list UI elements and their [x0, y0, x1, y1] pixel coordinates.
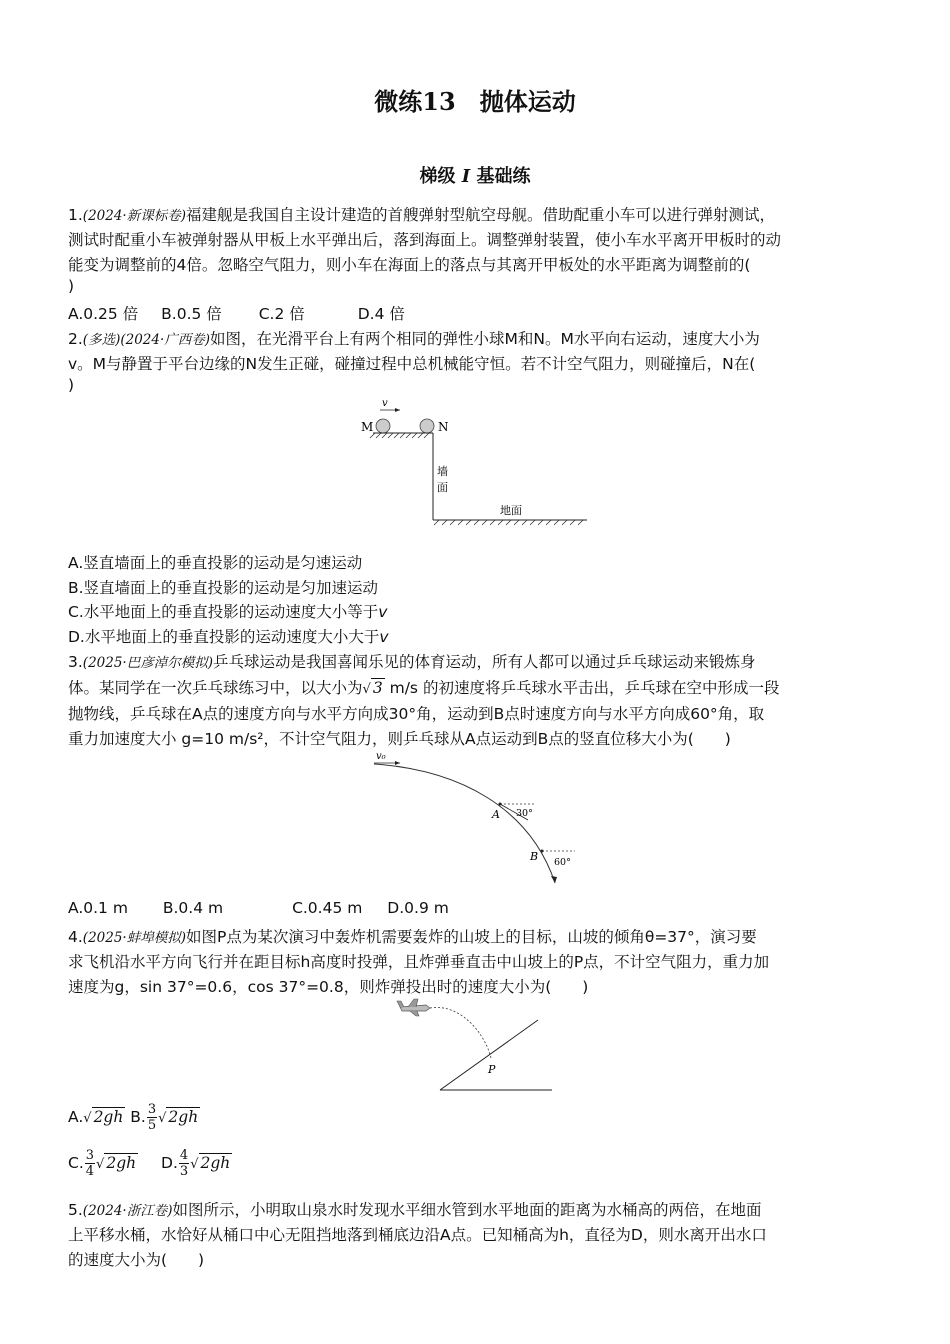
- q2-tag: (多选): [82, 332, 121, 348]
- q4-option-c-sqrt: √ 2gh: [96, 1154, 137, 1172]
- q2-text-1: 如图，在光滑平台上有两个相同的弹性小球M和N。M水平向右运动，速度大小为: [210, 330, 760, 348]
- bomb-trajectory: [430, 1007, 491, 1058]
- q2-option-c-var: v: [378, 603, 388, 621]
- q3-sqrt: √ 3: [362, 679, 383, 697]
- q4-option-c-radicand: 2gh: [106, 1154, 137, 1172]
- ball-n: [420, 419, 434, 433]
- q4-option-b[interactable]: [130, 1102, 200, 1133]
- q4-option-c-label: C.: [68, 1154, 84, 1172]
- q4-option-d-sqrt: √ 2gh: [190, 1154, 231, 1172]
- q1-text-1: 福建舰是我国自主设计建造的首艘弹射型航空母舰。借助配重小车可以进行弹射测试，: [185, 206, 775, 224]
- slope-line: [440, 1020, 538, 1090]
- q5-line-1: [68, 1198, 762, 1220]
- q2-option-d-var: v: [379, 628, 389, 646]
- q5-line-2: 上平移水桶，水恰好从桶口中心无阻挡地落到桶底边沿A点。已知桶高为h，直径为D，则水离开出水口: [68, 1226, 767, 1244]
- q3-number: 3.: [68, 653, 83, 671]
- q2-option-d-text: D.水平地面上的垂直投影的运动速度大小大于: [68, 628, 380, 646]
- platform-hatch: [370, 433, 429, 438]
- q3-figure: [370, 748, 590, 888]
- q2-source: (2024·广西卷): [120, 332, 211, 348]
- q4-options-row-2: [68, 1148, 232, 1179]
- q4-option-d-num: 4: [179, 1148, 189, 1163]
- q3-option-b[interactable]: B.0.4 m: [162, 899, 224, 917]
- point-b-label: B: [530, 850, 539, 863]
- q2-option-b[interactable]: B.竖直墙面上的垂直投影的运动是匀加速运动: [68, 579, 379, 597]
- q5-number: 5.: [68, 1201, 83, 1219]
- q1-line-2: 测试时配重小车被弹射器从甲板上水平弹出后，落到海面上。调整弹射装置，使小车水平离开甲板时的动: [68, 231, 782, 249]
- q1-line-3: 能变为调整前的4倍。忽略空气阻力，则小车在海面上的落点与其离开甲板处的水平距离为调整前的(: [68, 256, 751, 274]
- section-heading: [0, 162, 950, 188]
- q1-source: (2024·新课标卷): [82, 208, 186, 224]
- q5-line-3: 的速度大小为( ): [68, 1251, 205, 1269]
- ball-m: [376, 419, 390, 433]
- q2-line-2: v。M与静置于平台边缘的N发生正碰，碰撞过程中总机械能守恒。若不计空气阻力，则碰撞后，N在(: [68, 355, 756, 373]
- q3-text-2a: 体。某同学在一次乒乓球练习中，以大小为: [68, 679, 363, 697]
- q1-option-d[interactable]: D.4 倍: [357, 305, 405, 323]
- point-a-label: A: [492, 808, 500, 821]
- q4-option-c[interactable]: [68, 1148, 138, 1179]
- q2-option-d[interactable]: [68, 625, 389, 647]
- q4-option-a-sqrt: √ 2gh: [83, 1108, 124, 1126]
- angle-a-label: 30°: [516, 808, 533, 819]
- q4-option-d-label: D.: [161, 1154, 178, 1172]
- angle-b-label: 60°: [554, 857, 571, 868]
- velocity-arrowhead: [395, 408, 400, 412]
- q3-options: [68, 899, 449, 917]
- v0-arrowhead: [395, 761, 400, 765]
- q4-line-2: 求飞机沿水平方向飞行并在距目标h高度时投弹，且炸弹垂直击中山坡上的P点，不计空气阻力，重力加: [68, 953, 770, 971]
- q4-line-1: [68, 925, 757, 947]
- q2-option-c-text: C.水平地面上的垂直投影的运动速度大小等于: [68, 603, 379, 621]
- q4-text-1: 如图P点为某次演习中轰炸机需要轰炸的山坡上的目标，山坡的倾角θ=37°，演习要: [185, 928, 757, 946]
- ball-n-label: N: [438, 420, 449, 434]
- q2-number: 2.: [68, 330, 83, 348]
- q4-option-a-radicand: 2gh: [93, 1108, 124, 1126]
- trajectory-curve: [374, 764, 555, 883]
- q4-line-3: 速度为g，sin 37°=0.6，cos 37°=0.8，则炸弹投出时的速度大小为( ): [68, 978, 589, 996]
- q2-option-c[interactable]: [68, 600, 387, 622]
- q3-option-d[interactable]: D.0.9 m: [387, 899, 449, 917]
- velocity-label: v: [382, 398, 388, 409]
- q4-number: 4.: [68, 928, 83, 946]
- q1-option-b[interactable]: B.0.5 倍: [161, 305, 222, 323]
- q3-option-a[interactable]: A.0.1 m: [68, 899, 128, 917]
- q4-source: (2025·蚌埠模拟): [82, 930, 186, 946]
- v0-label: v₀: [376, 751, 386, 762]
- section-roman: I: [461, 166, 471, 187]
- q1-number: 1.: [68, 206, 83, 224]
- q1-line-1: [68, 203, 775, 225]
- q4-options-row-1: [68, 1102, 200, 1133]
- q4-option-b-sqrt: √ 2gh: [158, 1108, 199, 1126]
- q3-line-1: [68, 650, 756, 672]
- q4-option-a-label: A.: [68, 1108, 84, 1126]
- q3-option-c[interactable]: C.0.45 m: [292, 899, 363, 917]
- section-name: 基础练: [476, 166, 531, 187]
- q4-option-b-radicand: 2gh: [168, 1108, 199, 1126]
- q4-option-d-den: 3: [179, 1164, 189, 1179]
- page-title: 微练13 抛体运动: [374, 87, 576, 116]
- q1-line-4: ): [68, 277, 75, 295]
- q1-options: [68, 302, 405, 324]
- q2-figure: [355, 395, 595, 530]
- q5-text-1: 如图所示，小明取山泉水时发现水平细水管到水平地面的距离为水桶高的两倍，在地面: [172, 1201, 762, 1219]
- q4-option-b-num: 3: [147, 1102, 157, 1117]
- q3-line-3: 抛物线，乒乓球在A点的速度方向与水平方向成30°角，运动到B点时速度方向与水平方向成60°角，取: [68, 705, 765, 723]
- q2-option-a[interactable]: A.竖直墙面上的垂直投影的运动是匀速运动: [68, 554, 363, 572]
- ball-m-label: M: [361, 420, 374, 434]
- q4-option-a[interactable]: [68, 1108, 125, 1126]
- q4-option-b-fraction: [147, 1102, 157, 1133]
- q4-option-d[interactable]: [161, 1148, 232, 1179]
- q4-option-b-label: B.: [130, 1108, 146, 1126]
- point-p-label: P: [488, 1063, 496, 1076]
- q1-option-c[interactable]: C.2 倍: [258, 305, 305, 323]
- trajectory-arrowhead: [551, 876, 557, 883]
- q2-line-3: ): [68, 376, 75, 394]
- ground-label: 地面: [500, 504, 522, 517]
- q2-line-1: [68, 327, 760, 349]
- q3-text-2b: m/s 的初速度将乒乓球水平击出，乒乓球在空中形成一段: [384, 679, 780, 697]
- q4-figure: [390, 993, 560, 1095]
- q4-option-c-den: 4: [85, 1164, 95, 1179]
- q5-source: (2024·浙江卷): [82, 1203, 173, 1219]
- q3-source: (2025·巴彦淖尔模拟): [82, 655, 213, 671]
- q3-line-4: 重力加速度大小 g=10 m/s²，不计空气阻力，则乒乓球从A点运动到B点的竖直位移大小为( ): [68, 730, 731, 748]
- q4-option-d-radicand: 2gh: [200, 1154, 231, 1172]
- q4-option-c-num: 3: [85, 1148, 95, 1163]
- q4-option-d-fraction: [179, 1148, 189, 1179]
- q3-text-1: 乒乓球运动是我国喜闻乐见的体育运动，所有人都可以通过乒乓球运动来锻炼身: [212, 653, 756, 671]
- wall-label-2: 面: [437, 481, 448, 494]
- q4-option-c-fraction: [85, 1148, 95, 1179]
- q3-line-2: [68, 676, 779, 698]
- q3-sqrt-value: 3: [372, 679, 383, 697]
- wall-label-1: 墙: [437, 465, 448, 478]
- section-prefix: 梯级: [419, 166, 456, 187]
- q4-option-b-den: 5: [147, 1118, 157, 1133]
- ground-hatch: [434, 520, 583, 525]
- q1-option-a[interactable]: A.0.25 倍: [68, 305, 139, 323]
